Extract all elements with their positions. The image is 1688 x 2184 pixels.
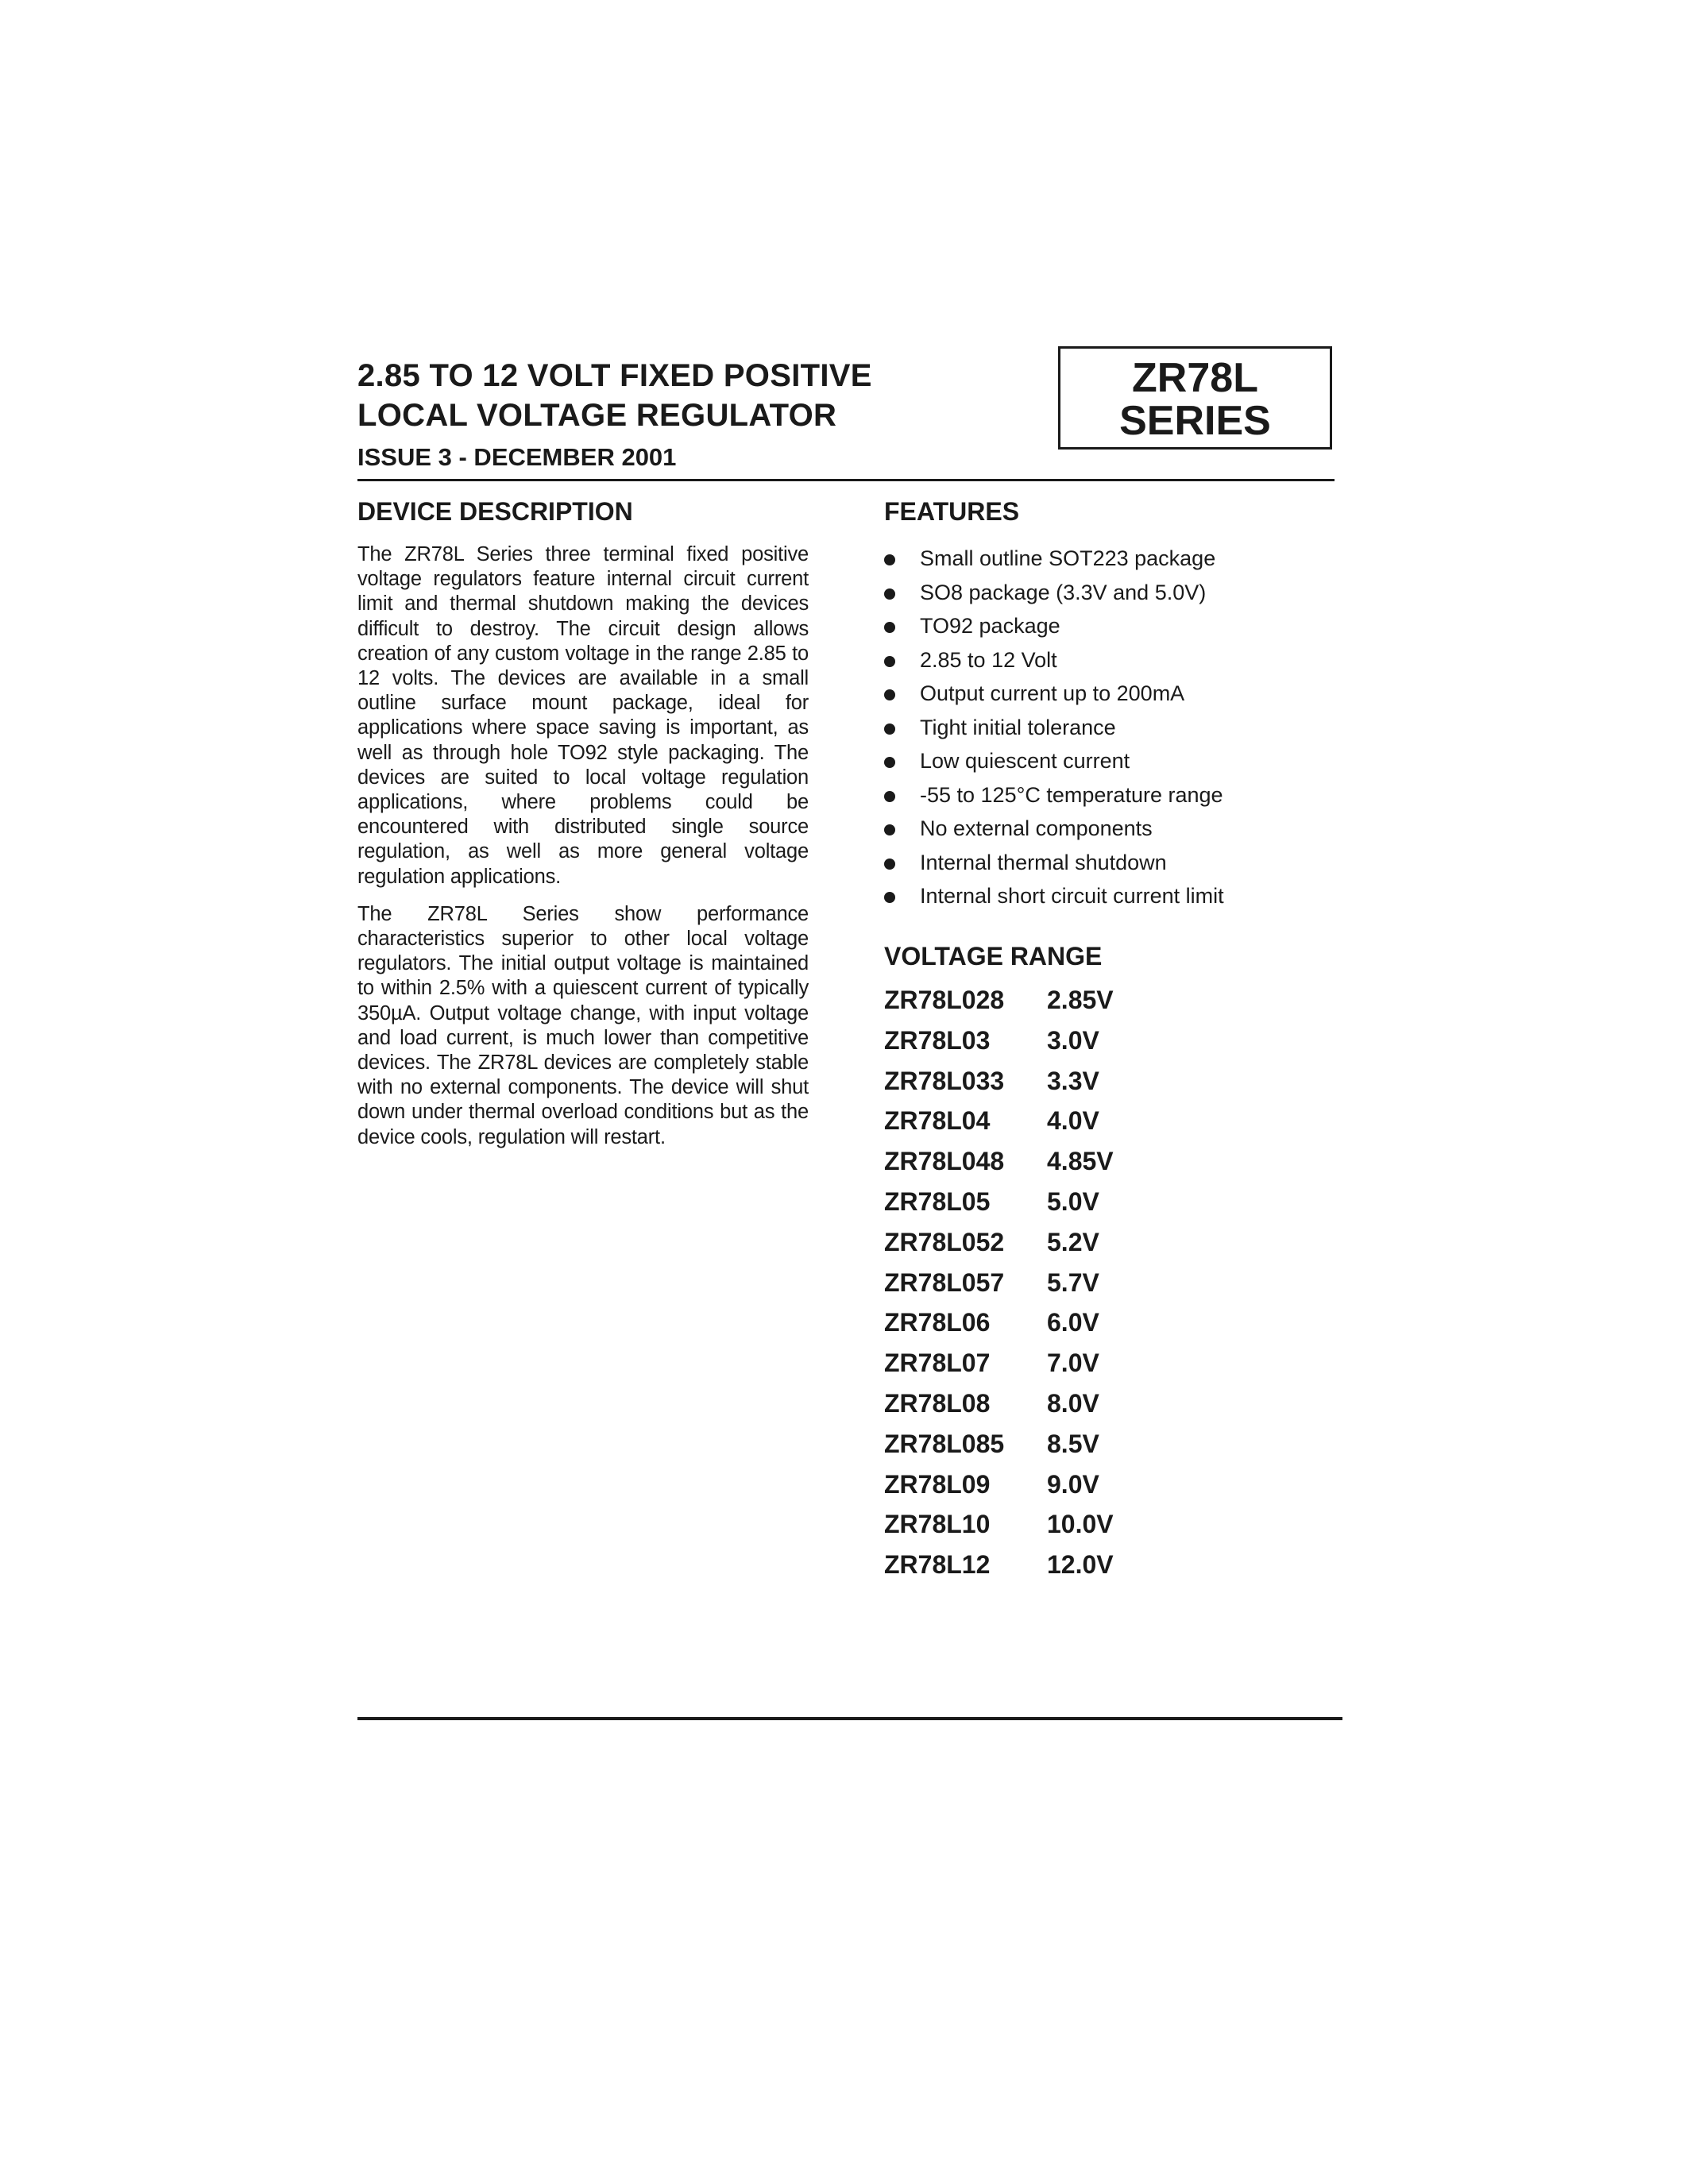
voltage-row [884,1302,1142,1343]
series-box [1058,346,1332,450]
feature-item [884,542,1393,576]
feature-item [884,677,1393,711]
feature-text: -55 to 125°C temperature range [920,782,1223,807]
feature-item [884,846,1393,880]
feature-item [884,744,1393,778]
part-number: ZR78L12 [884,1550,991,1580]
voltage-row [884,1101,1142,1141]
voltage-row [884,980,1142,1021]
bullet-icon [884,824,895,835]
feature-text: No external components [920,816,1153,840]
feature-item [884,609,1393,643]
title-line-2: LOCAL VOLTAGE REGULATOR [357,398,837,433]
feature-item [884,778,1393,812]
part-number: ZR78L09 [884,1469,991,1499]
voltage-row [884,1424,1142,1464]
voltage-row [884,1504,1142,1545]
part-number: ZR78L06 [884,1308,991,1337]
voltage-value: 3.3V [1047,1066,1099,1095]
feature-text: Output current up to 200mA [920,681,1185,705]
part-number: ZR78L048 [884,1147,1005,1176]
voltage-value: 4.85V [1047,1147,1114,1176]
voltage-row [884,1343,1142,1383]
voltage-value: 6.0V [1047,1308,1099,1337]
voltage-range-table [884,980,1142,1585]
part-number: ZR78L08 [884,1388,991,1418]
feature-text: Tight initial tolerance [920,715,1116,739]
part-number: ZR78L04 [884,1106,991,1136]
voltage-value: 8.0V [1047,1388,1099,1418]
bullet-icon [884,622,895,633]
voltage-row [884,1383,1142,1424]
voltage-value: 5.0V [1047,1187,1099,1216]
voltage-range-heading: VOLTAGE RANGE [884,942,1103,970]
voltage-row [884,1222,1142,1263]
part-number: ZR78L085 [884,1429,1005,1458]
voltage-row [884,1061,1142,1102]
part-number: ZR78L052 [884,1227,1005,1256]
feature-text: TO92 package [920,614,1060,638]
features-list [884,542,1393,913]
part-number: ZR78L057 [884,1268,1005,1297]
voltage-value: 5.7V [1047,1268,1099,1297]
feature-text: SO8 package (3.3V and 5.0V) [920,580,1207,604]
title-line-1: 2.85 TO 12 VOLT FIXED POSITIVE [357,358,872,393]
voltage-value: 5.2V [1047,1227,1099,1256]
features-heading: FEATURES [884,497,1020,526]
feature-text: Internal thermal shutdown [920,850,1167,874]
feature-item [884,879,1393,913]
footer-divider [357,1717,1342,1720]
feature-text: Low quiescent current [920,749,1130,773]
page-title [357,356,1056,435]
part-number: ZR78L028 [884,986,1005,1014]
bullet-icon [884,656,895,667]
voltage-row [884,1021,1142,1061]
feature-item [884,711,1393,745]
voltage-value: 3.0V [1047,1025,1099,1055]
bullet-icon [884,588,895,600]
bullet-icon [884,892,895,903]
bullet-icon [884,723,895,735]
voltage-row [884,1464,1142,1505]
feature-item [884,643,1393,677]
device-description [357,542,809,1163]
description-paragraph-2: The ZR78L Series show performance characteristics superior to other local voltage regulators. The initial output voltage is maintained to within 2.5% with a quiescent current of typically 350µA. Output voltage change, with input voltage and load current, is much lower than competitive devices. The ZR78L devices are completely stable with no external components. The device will shut down under thermal overload conditions but as the device cools, regulation will restart. [357,902,809,1148]
part-number: ZR78L033 [884,1066,1005,1095]
part-number: ZR78L05 [884,1187,991,1216]
description-paragraph-1: The ZR78L Series three terminal fixed positive voltage regulators feature internal circuit current limit and thermal shutdown making the devices difficult to destroy. The circuit design allows creation of any custom voltage in the range 2.85 to 12 volts. The devices are available in a small outline surface mount package, ideal for applications where space saving is important, as well as through hole TO92 style packaging. The devices are suited to local voltage regulation applications, where problems could be encountered with distributed single source regulation, as well as more general voltage regulation applications. [357,543,809,888]
bullet-icon [884,689,895,700]
series-line-2: SERIES [1119,398,1271,444]
voltage-value: 4.0V [1047,1106,1099,1136]
voltage-value: 10.0V [1047,1510,1114,1539]
header-divider [357,479,1335,481]
bullet-icon [884,791,895,802]
device-description-heading: DEVICE DESCRIPTION [357,497,633,526]
bullet-icon [884,757,895,768]
voltage-value: 2.85V [1047,986,1114,1014]
bullet-icon [884,554,895,565]
voltage-value: 9.0V [1047,1469,1099,1499]
voltage-row [884,1182,1142,1222]
part-number: ZR78L10 [884,1510,991,1539]
part-number: ZR78L07 [884,1349,991,1378]
voltage-row [884,1545,1142,1585]
issue-date: ISSUE 3 - DECEMBER 2001 [357,443,677,471]
series-line-1: ZR78L [1132,355,1258,401]
voltage-value: 8.5V [1047,1429,1099,1458]
voltage-row [884,1141,1142,1182]
voltage-value: 7.0V [1047,1349,1099,1378]
voltage-value: 12.0V [1047,1550,1114,1580]
part-number: ZR78L03 [884,1025,991,1055]
bullet-icon [884,859,895,870]
voltage-row [884,1263,1142,1303]
feature-text: Internal short circuit current limit [920,884,1224,908]
feature-text: 2.85 to 12 Volt [920,647,1057,672]
feature-item [884,812,1393,846]
feature-item [884,576,1393,610]
feature-text: Small outline SOT223 package [920,546,1216,570]
